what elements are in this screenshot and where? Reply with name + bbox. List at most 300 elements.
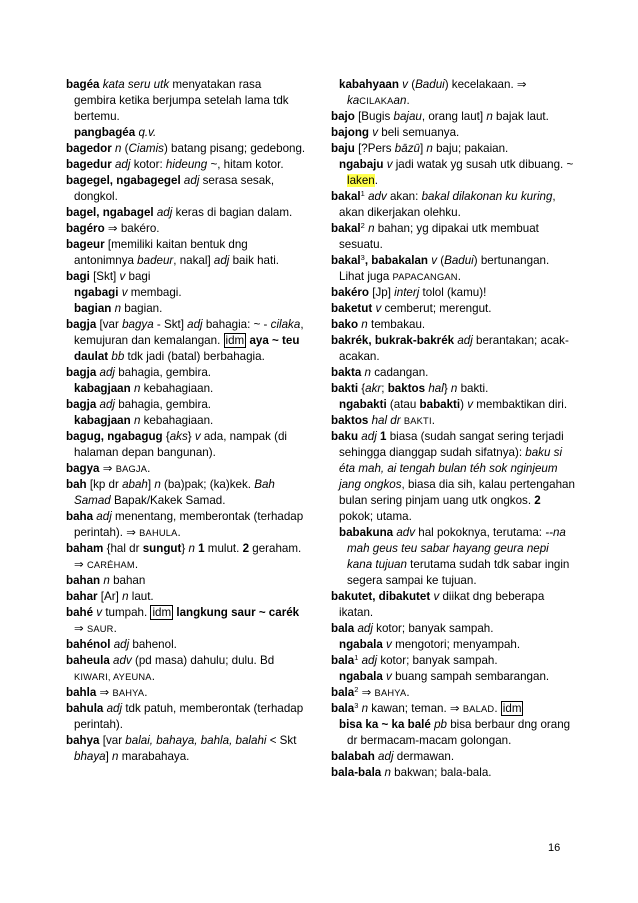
italic-text: adj (106, 702, 123, 715)
definition-text: dermawan. (393, 750, 455, 763)
italic-text: adj (361, 654, 378, 667)
italic-text: adj (187, 318, 203, 331)
definition-text: bagi (125, 270, 151, 283)
italic-text: abah (122, 478, 148, 491)
italic-text: n (154, 478, 161, 491)
definition-text: berantakan; acak-acakan. (339, 334, 569, 363)
dictionary-entry (66, 157, 306, 173)
dictionary-entry (66, 573, 306, 589)
dictionary-entry (66, 397, 306, 413)
definition-text: [memiliki kaitan bentuk dng antonimnya (74, 238, 248, 267)
headword: babakuna (339, 526, 394, 539)
italic-text: v (402, 78, 408, 91)
dictionary-entry (331, 701, 576, 717)
dictionary-entry (331, 301, 576, 317)
dictionary-subentry (331, 717, 576, 749)
definition-text: serasa sesak, dongkol. (74, 174, 275, 203)
italic-text: pb (434, 718, 447, 731)
definition-text: } (181, 542, 189, 555)
left-column (66, 77, 306, 765)
definition-text: ( (121, 142, 129, 155)
definition-text: ) kecelakaan. ⇒ (444, 78, 527, 91)
dictionary-entry (66, 365, 306, 381)
definition-text: [Jp] (369, 286, 395, 299)
italic-text: v (467, 398, 474, 411)
definition-text: ] (419, 142, 427, 155)
dictionary-entry (331, 285, 576, 301)
italic-text: aks (169, 430, 188, 443)
dictionary-entry (66, 509, 306, 541)
definition-text: , nakal] (173, 254, 214, 267)
dictionary-entry (331, 749, 576, 765)
italic-text: adj (114, 158, 131, 171)
dictionary-entry (66, 269, 306, 285)
definition-text: . (406, 686, 410, 699)
definition-text: . (144, 686, 148, 699)
headword: bakal (331, 222, 361, 235)
dictionary-entry (331, 381, 576, 397)
dictionary-entry (66, 77, 306, 125)
dictionary-subentry (66, 125, 306, 141)
definition-text: , biasa dia sih, kalau pertengahan bulan sering pinjam uang utk ongkos. (339, 478, 575, 507)
definition-text: (ba)pak; (ka)kek. (160, 478, 255, 491)
headword: bahénol (66, 638, 111, 651)
definition-text: diikat dng beberapa ikatan. (339, 590, 545, 619)
cross-reference: BAGJA (115, 464, 148, 474)
headword: bakéro (331, 286, 370, 299)
headword: bala (331, 686, 355, 699)
dictionary-entry (66, 653, 306, 685)
definition-text: Bapak/Kakek Samad. (110, 494, 226, 507)
headword: bagéro (66, 222, 105, 235)
dictionary-entry (66, 477, 306, 509)
definition-text: tembakau. (367, 318, 426, 331)
idiom-label: idm (152, 606, 172, 619)
headword: langkung saur ~ carék (176, 606, 300, 619)
definition-text: bahagia, gembira. (115, 366, 212, 379)
homonym-number: 1 (354, 653, 359, 662)
dictionary-entry (66, 173, 306, 205)
dictionary-subentry (331, 637, 576, 653)
definition-text: } (187, 430, 195, 443)
cross-reference: BALAD (462, 704, 495, 714)
dictionary-entry (331, 429, 576, 525)
italic-text: v (96, 606, 103, 619)
headword: baku (331, 430, 359, 443)
definition-text: menentang, memberontak (terhadap perintah). ⇒ (74, 510, 304, 539)
definition-text: bajak laut. (492, 110, 549, 123)
definition-text: ⇒ (99, 462, 116, 475)
headword: bahar (66, 590, 98, 603)
headword: bakal (331, 254, 361, 267)
italic-text: bakal dilakonan ku kuring (421, 190, 553, 203)
headword: bako (331, 318, 359, 331)
dictionary-entry (331, 765, 576, 781)
headword: bah (66, 478, 87, 491)
right-column (331, 77, 576, 781)
italic-text: n (364, 366, 371, 379)
cross-reference: BAKTI (403, 416, 432, 426)
dictionary-entry (331, 413, 576, 429)
dictionary-entry (331, 365, 576, 381)
dictionary-entry (66, 461, 306, 477)
definition-text: - Skt] (153, 318, 188, 331)
italic-text: bagya (122, 318, 154, 331)
dictionary-subentry (331, 669, 576, 685)
definition-text: marabahaya. (118, 750, 190, 763)
definition-text: [Bugis (354, 110, 394, 123)
italic-text: v (386, 638, 392, 651)
cross-reference: CARÉHAM (86, 560, 135, 570)
italic-text: n (361, 318, 368, 331)
dictionary-subentry (66, 285, 306, 301)
definition-text: ⇒ bakéro. (104, 222, 160, 235)
italic-text: Bah Samad (74, 478, 275, 507)
definition-text: {hal dr (103, 542, 143, 555)
definition-text: . (177, 526, 181, 539)
headword: 2 (242, 542, 250, 555)
definition-text: bahan (109, 574, 146, 587)
definition-text: (atau (386, 398, 420, 411)
headword: 2 (534, 494, 541, 507)
cross-reference: CILAKA (359, 96, 394, 106)
headword: bajong (331, 126, 369, 139)
page-number: 16 (548, 842, 561, 854)
italic-text: kata seru utk (102, 78, 170, 91)
dictionary-entry (331, 125, 576, 141)
dictionary-entry (331, 685, 576, 701)
definition-text: . (151, 670, 155, 683)
italic-text: Badui (444, 254, 474, 267)
headword: bagja (66, 318, 97, 331)
italic-text: v (375, 302, 382, 315)
italic-text: v (121, 286, 128, 299)
headword: bagya (66, 462, 100, 475)
headword: aya ~ teu daulat (74, 334, 300, 363)
headword: babakti (419, 398, 461, 411)
dictionary-entry (66, 237, 306, 269)
dictionary-entry (66, 221, 306, 237)
definition-text: . (134, 558, 139, 571)
definition-text: keras di bagian dalam. (172, 206, 293, 219)
headword: bajo (331, 110, 355, 123)
definition-text: bahan; yg dipakai utk membuat sesuatu. (339, 222, 539, 251)
definition-text: buang sampah sembarangan. (391, 670, 550, 683)
definition-text: mulut. (204, 542, 243, 555)
italic-text: adj (378, 750, 394, 763)
italic-text: n (122, 590, 129, 603)
headword: ngabala (339, 638, 383, 651)
homonym-number: 1 (360, 189, 365, 198)
dictionary-entry (66, 141, 306, 157)
definition-text: bisa berbaur dng orang dr bermacam-macam golongan. (347, 718, 571, 747)
definition-text: pokok; utama. (339, 510, 412, 523)
definition-text: < Skt (266, 734, 297, 747)
definition-text: ) (460, 398, 468, 411)
headword: balabah (331, 750, 375, 763)
definition-text: [kp dr (86, 478, 123, 491)
definition-text: . (374, 174, 378, 187)
dictionary-subentry (331, 525, 576, 589)
headword: bagja (66, 398, 97, 411)
headword: bagi (66, 270, 90, 283)
dictionary-entry (331, 333, 576, 365)
cross-reference: KIWARI, AYEUNA (74, 672, 152, 682)
italic-text: adj (99, 366, 115, 379)
definition-text: ] (147, 478, 155, 491)
italic-text: v (372, 126, 379, 139)
dictionary-entry (331, 253, 576, 285)
italic-text: hal (428, 382, 444, 395)
italic-text: baku si éta mah, ai tengah bulan téh sok nginjeum jang ongkos (339, 446, 563, 491)
definition-text: ; (381, 382, 388, 395)
definition-text: ada, nampak (di halaman depan bangunan). (74, 430, 287, 459)
cross-reference: BAHYA (112, 688, 145, 698)
italic-text: adj (213, 254, 230, 267)
italic-text: n (361, 702, 369, 715)
definition-text: , akan dikerjakan olehku. (339, 190, 556, 219)
dictionary-entry (331, 317, 576, 333)
dictionary-entry (66, 205, 306, 221)
definition-text: [?Pers (354, 142, 395, 155)
headword: bahan (66, 574, 101, 587)
italic-text: adj (357, 622, 373, 635)
headword: , babakalan (364, 254, 428, 267)
definition-text: akan: (386, 190, 422, 203)
headword: kabagjaan (74, 414, 131, 427)
cross-reference: PAPACANGAN (392, 272, 458, 282)
headword: bakutet, dibakutet (331, 590, 431, 603)
italic-text: n (114, 142, 122, 155)
headword: baketut (331, 302, 373, 315)
italic-text: adj (457, 334, 473, 347)
italic-text: v (431, 254, 438, 267)
cross-reference: BAHYA (374, 688, 407, 698)
italic-text: balai, bahaya, bahla, balahi (125, 734, 267, 747)
headword: baha (66, 510, 94, 523)
dictionary-entry (331, 621, 576, 637)
headword: bahya (66, 734, 100, 747)
dictionary-entry (66, 541, 306, 573)
italic-text: n (426, 142, 433, 155)
italic-text: n (112, 750, 119, 763)
italic-text: n (368, 222, 375, 235)
definition-text: [var (99, 734, 126, 747)
headword: bageur (66, 238, 105, 251)
headword: bakrék, bukrak-bakrék (331, 334, 455, 347)
definition-text: tolol (kamu)! (419, 286, 487, 299)
italic-text: adj (99, 398, 115, 411)
definition-text: [var (96, 318, 123, 331)
italic-text: adv (368, 190, 387, 203)
dictionary-subentry (331, 157, 576, 189)
definition-text: . (494, 702, 501, 715)
italic-text: v (119, 270, 126, 283)
definition-text: , hitam kotor. (217, 158, 284, 171)
headword: ngabaju (339, 158, 384, 171)
definition-text: tumpah. (102, 606, 151, 619)
headword: bagian (74, 302, 112, 315)
italic-text: hal dr (371, 414, 401, 427)
definition-text: kotor: (130, 158, 166, 171)
definition-text: beli semuanya. (378, 126, 460, 139)
italic-text: adj (156, 206, 173, 219)
highlighted-text: laken (347, 174, 375, 187)
dictionary-subentry (331, 397, 576, 413)
definition-text: ( (437, 254, 445, 267)
dictionary-entry (331, 589, 576, 621)
italic-text: bhaya (74, 750, 106, 763)
definition-text: kotor; banyak sampah. (372, 622, 494, 635)
homonym-number: 3 (360, 253, 365, 262)
italic-text: n (486, 110, 493, 123)
headword: baju (331, 142, 355, 155)
dictionary-subentry (66, 301, 306, 317)
definition-text: bakti. (457, 382, 489, 395)
definition-text: membagi. (127, 286, 182, 299)
dictionary-entry (331, 109, 576, 125)
headword: ngabagi (74, 286, 119, 299)
definition-text: tdk jadi (batal) berbahagia. (124, 350, 265, 363)
homonym-number: 2 (354, 685, 359, 694)
headword: kabagjaan (74, 382, 131, 395)
definition-text: ) batang pisang; gedebong. (163, 142, 306, 155)
definition-text: , orang laut] (421, 110, 487, 123)
italic-text: adj (361, 430, 377, 443)
definition-text: . (431, 414, 435, 427)
definition-text: bagian. (121, 302, 163, 315)
cross-reference: BAHULA (139, 528, 178, 538)
italic-text: v (194, 430, 201, 443)
italic-text: n (114, 302, 122, 315)
italic-text: adv (113, 654, 132, 667)
headword: kabahyaan (339, 78, 399, 91)
definition-text: ( (407, 78, 416, 91)
italic-text: n (133, 382, 141, 395)
dictionary-entry (66, 685, 306, 701)
dictionary-entry (66, 589, 306, 605)
homonym-number: 3 (354, 701, 359, 710)
definition-text: cadangan. (370, 366, 429, 379)
definition-text: ) bertunangan. Lihat juga (339, 254, 550, 283)
dictionary-entry (331, 189, 576, 221)
italic-text: bb (111, 350, 125, 363)
definition-text: ⇒ (74, 622, 87, 635)
dictionary-entry (66, 637, 306, 653)
definition-text: . (113, 622, 117, 635)
definition-text: { (358, 382, 366, 395)
headword: bagegel, ngabagegel (66, 174, 181, 187)
headword: bakti (331, 382, 359, 395)
definition-text: . (147, 462, 151, 475)
definition-text: kebahagiaan. (140, 414, 214, 427)
definition-text: } (443, 382, 451, 395)
definition-text: mengotori; menyampah. (391, 638, 521, 651)
cross-reference: SAUR (86, 624, 114, 634)
definition-text: geraham. ⇒ (74, 542, 302, 571)
italic-text: bajau (393, 110, 422, 123)
italic-text: n (450, 382, 458, 395)
dictionary-entry (66, 605, 306, 637)
definition-text: bahagia: ~ - (202, 318, 271, 331)
headword: bahula (66, 702, 104, 715)
italic-text: n (188, 542, 195, 555)
headword: baktos (331, 414, 369, 427)
definition-text: biasa (sudah sangat sering terjadi sehingga dianggap sudah sifatnya): (339, 430, 564, 459)
headword: bala (331, 622, 355, 635)
italic-text: bāzū (394, 142, 420, 155)
dictionary-entry (66, 701, 306, 733)
italic-text: adj (113, 638, 130, 651)
italic-text: interj (394, 286, 420, 299)
dictionary-entry (331, 141, 576, 157)
headword: bagja (66, 366, 97, 379)
headword: bakal (331, 190, 361, 203)
italic-text: Badui (415, 78, 445, 91)
definition-text: baik hati. (229, 254, 279, 267)
definition-text: ⇒ (358, 686, 375, 699)
italic-text: v (433, 590, 440, 603)
italic-text: ka (347, 94, 360, 107)
definition-text: ] (105, 750, 113, 763)
italic-text: n (133, 414, 141, 427)
headword: bala (331, 702, 355, 715)
dictionary-subentry (66, 413, 306, 429)
headword: bahé (66, 606, 94, 619)
italic-text: hideung ~ (165, 158, 218, 171)
definition-text: terutama sudah tdk sabar ingin segera sampai ke tujuan. (347, 558, 570, 587)
dictionary-subentry (331, 77, 576, 109)
definition-text: menyatakan rasa gembira ketika berjumpa setelah lama tdk bertemu. (74, 78, 289, 123)
italic-text: an (393, 94, 407, 107)
italic-text: v (386, 158, 393, 171)
headword: sungut (142, 542, 182, 555)
definition-text: laut. (128, 590, 154, 603)
homonym-number: 2 (360, 221, 365, 230)
headword: baham (66, 542, 104, 555)
definition-text: ⇒ (96, 686, 113, 699)
headword: bala (331, 654, 355, 667)
dictionary-subentry (66, 381, 306, 397)
italic-text: q.v. (138, 126, 157, 139)
headword: baheula (66, 654, 110, 667)
definition-text: [Skt] (89, 270, 120, 283)
headword: bala-bala (331, 766, 382, 779)
headword: bahla (66, 686, 97, 699)
headword: bagedor (66, 142, 112, 155)
definition-text: baju; pakaian. (432, 142, 509, 155)
definition-text: kawan; teman. ⇒ (368, 702, 463, 715)
dictionary-entry (331, 653, 576, 669)
headword: 1 (198, 542, 205, 555)
definition-text: (pd masa) dahulu; dulu. Bd (131, 654, 275, 667)
headword: ngabala (339, 670, 383, 683)
definition-text: . (406, 94, 410, 107)
headword: pangbagéa (74, 126, 136, 139)
idiom-label: idm (225, 334, 245, 347)
definition-text: , kemujuran dan kemalangan. (74, 318, 304, 347)
dictionary-entry (331, 221, 576, 253)
definition-text: jadi watak yg susah utk dibuang. ~ (392, 158, 574, 171)
definition-text: [Ar] (97, 590, 123, 603)
italic-text: Ciamis (128, 142, 164, 155)
headword: 1 (380, 430, 387, 443)
idiom-label: idm (502, 702, 522, 715)
italic-text: akr (365, 382, 382, 395)
italic-text: n (103, 574, 110, 587)
headword: bakta (331, 366, 362, 379)
definition-text: hal pokoknya, terutama: (415, 526, 546, 539)
